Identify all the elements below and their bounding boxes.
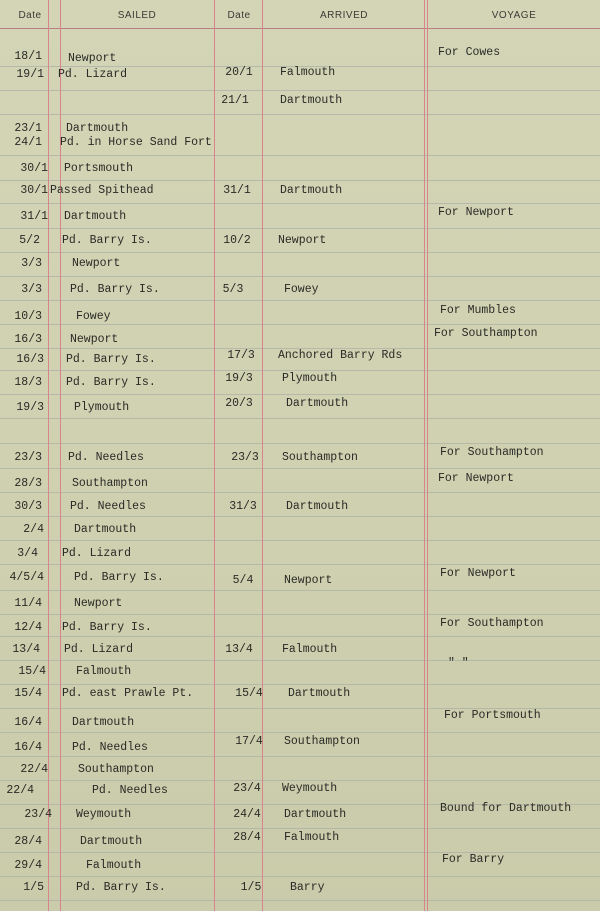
sailed-place: Portsmouth (64, 162, 134, 175)
voyage-note: Bound for Dartmouth (440, 802, 572, 815)
sailed-date: 2/4 (23, 523, 44, 536)
sailed-place: Pd. Lizard (64, 643, 134, 656)
arrived-date: 20/1 (225, 66, 253, 79)
sailed-date: 1/5 (23, 881, 44, 894)
log-entry (0, 735, 600, 761)
arrived-date: 21/1 (221, 94, 249, 107)
header-arrived: ARRIVED (320, 10, 368, 21)
arrived-place: Falmouth (282, 643, 338, 656)
sailed-place: Pd. Barry Is. (62, 621, 152, 634)
log-entry (0, 397, 600, 421)
arrived-place: Fowey (284, 283, 319, 296)
sailed-date: 30/1 (20, 184, 48, 197)
arrived-date: 31/3 (229, 500, 257, 513)
sailed-date: 16/3 (16, 353, 44, 366)
arrived-place: Weymouth (282, 782, 338, 795)
log-entry (0, 162, 600, 182)
sailed-date: 30/3 (14, 500, 42, 513)
log-entry (0, 547, 600, 567)
voyage-note: " " (448, 657, 469, 670)
header-date-arrived: Date (227, 10, 251, 21)
column-header-row (0, 0, 600, 30)
arrived-date: 5/3 (222, 283, 244, 296)
sailed-place: Newport (72, 257, 121, 270)
sailed-place: Dartmouth (80, 835, 143, 848)
sailed-place: Newport (70, 333, 119, 346)
sailed-date: 23/4 (24, 808, 52, 821)
log-entry (0, 802, 600, 828)
arrived-place: Southampton (282, 451, 358, 464)
sailed-date: 31/1 (20, 210, 48, 223)
log-entry (0, 709, 600, 736)
voyage-note: For Newport (438, 206, 514, 219)
arrived-date: 15/4 (235, 687, 263, 700)
sailed-date: 13/4 (12, 643, 40, 656)
log-entry (0, 372, 600, 396)
sailed-place: Pd. Needles (68, 451, 144, 464)
arrived-place: Plymouth (282, 372, 338, 385)
arrived-place: Dartmouth (286, 397, 349, 410)
log-entry (0, 206, 600, 230)
log-entry (0, 500, 600, 520)
log-entry (0, 68, 600, 88)
arrived-place: Falmouth (280, 66, 336, 79)
sailed-place: Fowey (76, 310, 111, 323)
log-entry (0, 234, 600, 254)
arrived-date: 10/2 (223, 234, 251, 247)
ruled-line (0, 443, 600, 444)
arrived-place: Newport (284, 574, 333, 587)
log-entry (0, 831, 600, 855)
arrived-date: 13/4 (225, 643, 253, 656)
arrived-place: Falmouth (284, 831, 340, 844)
sailed-place: Pd. Barry Is. (70, 283, 160, 296)
log-entry (0, 784, 600, 804)
sailed-date: 19/3 (16, 401, 44, 414)
sailed-place: Pd. Barry Is. (66, 376, 156, 389)
sailed-date: 3/3 (21, 257, 42, 270)
log-entry (0, 94, 600, 114)
log-entry (0, 881, 600, 901)
sailed-date: 4/5/4 (9, 571, 44, 584)
sailed-place: Pd. Lizard (58, 68, 128, 81)
sailed-date: 19/1 (16, 68, 44, 81)
sailed-date: 12/4 (14, 621, 42, 634)
sailed-place: Pd. east Prawle Pt. (62, 687, 194, 700)
arrived-place: Dartmouth (280, 94, 343, 107)
arrived-date: 28/4 (233, 831, 261, 844)
voyage-note: For Southampton (440, 617, 544, 630)
arrived-place: Anchored Barry Rds (278, 349, 403, 362)
arrived-date: 17/3 (227, 349, 255, 362)
log-entry (0, 349, 600, 373)
sailed-place: Pd. Needles (70, 500, 146, 513)
sailed-date: 24/1 (14, 136, 42, 149)
sailed-date: 15/4 (14, 687, 42, 700)
sailed-place: Southampton (72, 477, 148, 490)
sailed-date: 15/4 (18, 665, 46, 678)
arrived-date: 17/4 (235, 735, 263, 748)
ruled-line (0, 90, 600, 91)
log-entry (0, 523, 600, 543)
sailed-date: 28/3 (14, 477, 42, 490)
sailed-place: Pd. Barry Is. (62, 234, 152, 247)
sailed-place: Pd. Barry Is. (76, 881, 166, 894)
header-date-sailed: Date (18, 10, 42, 21)
sailed-place: Passed Spithead (50, 184, 154, 197)
voyage-note: For Cowes (438, 46, 501, 59)
ruled-line (0, 114, 600, 115)
arrived-date: 23/3 (231, 451, 259, 464)
sailed-place: Dartmouth (74, 523, 137, 536)
sailed-date: 5/2 (19, 234, 40, 247)
log-entry (0, 617, 600, 641)
sailed-date: 22/4 (20, 763, 48, 776)
log-entry (0, 283, 600, 303)
sailed-place: Newport (74, 597, 123, 610)
header-sailed: SAILED (117, 10, 157, 21)
arrived-place: Barry (290, 881, 325, 894)
sailed-date: 28/4 (14, 835, 42, 848)
sailed-place: Dartmouth (66, 122, 129, 135)
arrived-date: 19/3 (225, 372, 253, 385)
voyage-note: For Newport (440, 567, 516, 580)
sailed-date: 30/1 (20, 162, 48, 175)
arrived-date: 31/1 (223, 184, 251, 197)
log-entry (0, 763, 600, 783)
sailed-date: 3/4 (17, 547, 38, 560)
sailed-place: Pd. Barry Is. (66, 353, 156, 366)
sailed-date: 18/3 (14, 376, 42, 389)
log-entry (0, 184, 600, 204)
sailed-date: 23/1 (14, 122, 42, 135)
sailed-date: 16/3 (14, 333, 42, 346)
log-entry (0, 853, 600, 879)
sailed-place: Falmouth (86, 859, 142, 872)
arrived-date: 24/4 (233, 808, 261, 821)
sailed-date: 18/1 (14, 50, 42, 63)
voyage-note: For Southampton (434, 327, 538, 340)
voyage-note: For Mumbles (440, 304, 516, 317)
ruled-line (0, 828, 600, 829)
sailed-date: 11/4 (14, 597, 42, 610)
arrived-date: 20/3 (225, 397, 253, 410)
sailed-place: Pd. Barry Is. (74, 571, 164, 584)
sailed-date: 23/3 (14, 451, 42, 464)
log-entry (0, 472, 600, 497)
arrived-place: Dartmouth (284, 808, 347, 821)
voyage-note: For Barry (442, 853, 505, 866)
sailed-date: 10/3 (14, 310, 42, 323)
sailed-place: Southampton (78, 763, 154, 776)
sailed-place: Pd. in Horse Sand Fort (60, 136, 212, 149)
sailed-place: Pd. Lizard (62, 547, 132, 560)
log-entry (0, 446, 600, 471)
arrived-place: Dartmouth (288, 687, 351, 700)
log-entry (0, 643, 600, 670)
log-entry (0, 257, 600, 277)
arrived-place: Southampton (284, 735, 360, 748)
sailed-date: 16/4 (14, 741, 42, 754)
header-voyage: VOYAGE (491, 10, 537, 21)
arrived-place: Dartmouth (286, 500, 349, 513)
arrived-date: 5/4 (232, 574, 254, 587)
voyage-note: For Southampton (440, 446, 544, 459)
sailed-date: 3/3 (21, 283, 42, 296)
log-entry (0, 567, 600, 591)
log-entry (0, 665, 600, 685)
log-entry (0, 597, 600, 617)
arrived-place: Dartmouth (280, 184, 343, 197)
voyage-note: For Portsmouth (444, 709, 541, 722)
arrived-date: 23/4 (233, 782, 261, 795)
sailed-date: 22/4 (6, 784, 34, 797)
arrived-place: Newport (278, 234, 327, 247)
voyage-note: For Newport (438, 472, 514, 485)
log-entry (0, 136, 600, 156)
sailed-date: 29/4 (14, 859, 42, 872)
log-entry (0, 687, 600, 707)
sailed-place: Dartmouth (72, 716, 135, 729)
sailed-place: Weymouth (76, 808, 132, 821)
sailed-place: Dartmouth (64, 210, 127, 223)
sailed-place: Pd. Needles (92, 784, 168, 797)
sailed-place: Falmouth (76, 665, 132, 678)
sailed-date: 16/4 (14, 716, 42, 729)
header-divider (0, 28, 600, 29)
sailed-place: Pd. Needles (72, 741, 148, 754)
arrived-date: 1/5 (240, 881, 262, 894)
sailed-place: Newport (68, 52, 117, 65)
sailed-place: Plymouth (74, 401, 130, 414)
